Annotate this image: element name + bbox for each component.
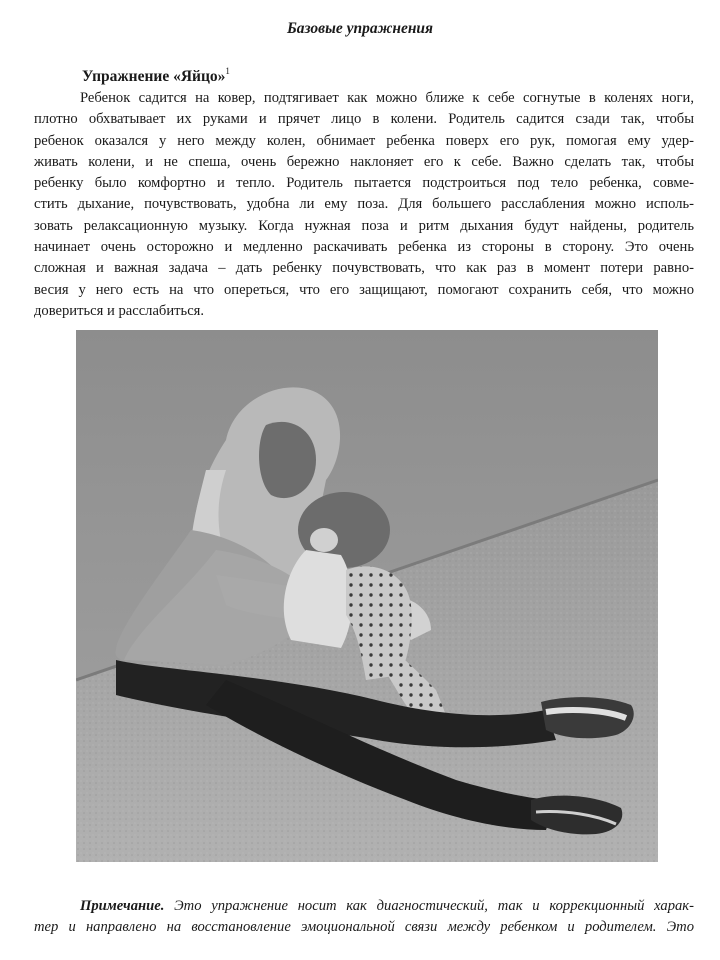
text-line: начинает очень осторожно и медленно раскачивать ребенка из стороны в сторону. Это очень	[34, 239, 694, 256]
text-line: весия у него есть на что опереться, что его защищают, помогают сохранить себя, что можно	[34, 281, 694, 298]
text-line: зовать релаксационную музыку. Когда нужная поза и ритм дыхания будут найдены, родитель	[34, 217, 694, 234]
text-line: плотно обхватывает их руками и прячет лицо в колени. Родитель садится сзади так, чтобы	[34, 111, 694, 128]
exercise-heading	[82, 66, 230, 86]
note-paragraph	[34, 896, 694, 939]
text-line: довериться и расслабиться.	[34, 302, 205, 319]
exercise-description	[34, 88, 694, 322]
text-line: Ребенок садится на ковер, подтягивает как можно ближе к себе согнутые в коленях ноги,	[80, 90, 694, 106]
photo-illustration	[76, 330, 658, 862]
note-line	[34, 896, 694, 917]
exercise-title: Упражнение «Яйцо»	[82, 68, 226, 85]
photo-parent-hugging-child	[76, 330, 658, 862]
page-title: Базовые упражнения	[286, 20, 434, 37]
text-line: сложная и важная задача – дать ребенку почувствовать, что как раз в момент потери равно-	[34, 260, 694, 277]
text-line: стить дыхание, почувствовать, удобна ли ему поза. Для большего расслабления можно исполь-	[34, 196, 694, 213]
note-label: Примечание.	[80, 898, 165, 914]
text-line: живать колени, и не спеша, очень бережно наклоняет его к себе. Важно сделать так, чтобы	[34, 153, 694, 170]
footnote-mark: 1	[225, 66, 230, 76]
text-line: ребенку было комфортно и тепло. Родитель пытается подстроиться под тело ребенка, совме-	[34, 175, 694, 192]
note-line: тер и направлено на восстановление эмоциональной связи между ребенком и родителем. Это	[34, 919, 694, 936]
text-line: ребенок оказался у него между колен, обнимает ребенка поверх его рук, помогая ему удер-	[34, 132, 694, 149]
note-text: Это упражнение носит как диагностический, так и коррекционный харак-	[164, 898, 694, 914]
